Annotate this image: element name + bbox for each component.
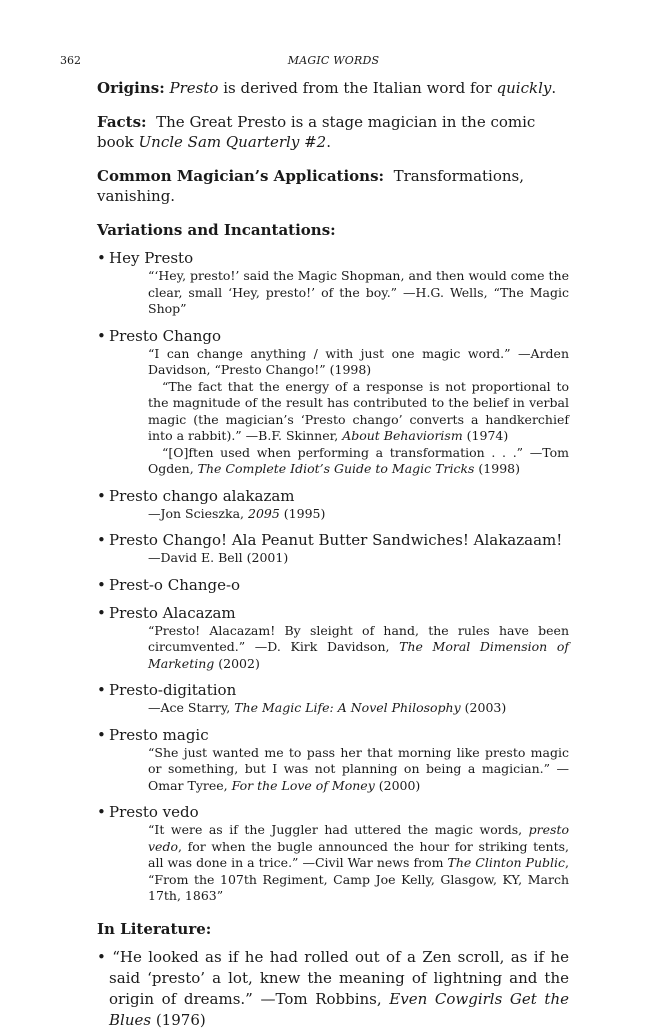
- origins-word: Presto: [169, 79, 219, 97]
- entry-presto-digitation: [97, 680, 569, 717]
- quote-title: The Clinton Public: [447, 855, 566, 870]
- quote-title: 2095: [248, 505, 280, 521]
- entry-presto-chango: [97, 326, 569, 478]
- bullet-icon: •: [97, 326, 106, 345]
- entry-quote: [148, 445, 569, 478]
- page-content: [97, 78, 569, 1031]
- quote-text: , for when the bugle announced the hour for striking tents, all was done in a trice.” —Civil War news from: [148, 838, 569, 870]
- origins-word2: quickly: [496, 79, 552, 97]
- quote-title: The Complete Idiot’s Guide to Magic Tricks: [197, 461, 475, 476]
- bullet-icon: •: [97, 681, 106, 699]
- origins-paragraph: [97, 78, 569, 98]
- bullet-icon: •: [97, 803, 106, 821]
- entry-term: Presto Chango: [109, 326, 222, 345]
- bullet-icon: •: [97, 486, 106, 505]
- quote-year: (2003): [460, 700, 507, 715]
- entry-presto-chango-alakazam: [97, 486, 569, 523]
- page-header: [0, 50, 667, 70]
- quote-title: Even Cowgirls Get the Blues: [109, 989, 569, 1029]
- entry-term: Presto chango alakazam: [109, 486, 295, 505]
- origins-end: .: [551, 79, 557, 97]
- quote-title: presto vedo: [148, 822, 569, 854]
- facts-title: Uncle Sam Quarterly #2: [138, 133, 327, 151]
- entry-quote: [148, 822, 569, 905]
- running-title: MAGIC WORDS: [287, 54, 380, 67]
- quote-text: —Ace Starry,: [148, 700, 235, 715]
- bullet-icon: •: [97, 725, 106, 744]
- quote-title: The Magic Life: A Novel Philosophy: [234, 700, 461, 715]
- quote-year: (2000): [374, 777, 421, 793]
- quote-year: (1995): [279, 505, 326, 521]
- applications-paragraph: [97, 166, 569, 206]
- quote-title: For the Love of Money: [231, 777, 375, 793]
- quote-year: (1976): [151, 1010, 206, 1029]
- bullet-icon: •: [97, 603, 106, 622]
- entry-quote: —David E. Bell (2001): [148, 550, 289, 565]
- entry-presto-alacazam: [97, 603, 569, 673]
- applications-text: Transformations, vanishing.: [97, 167, 524, 205]
- applications-label: Common Magician’s Applications:: [97, 167, 385, 185]
- facts-label: Facts:: [97, 113, 147, 131]
- entry-term: Presto Alacazam: [109, 603, 236, 622]
- entry-quote: [148, 745, 569, 795]
- facts-end: .: [326, 133, 331, 151]
- variations-heading: Variations and Incantations:: [97, 221, 336, 239]
- entry-quote: [148, 506, 569, 523]
- entry-term: Presto Chango! Ala Peanut Butter Sandwiches! Alakazaam!: [109, 531, 563, 549]
- quote-text: “It were as if the Juggler had uttered the magic words,: [148, 822, 529, 837]
- quote-title: The Moral Dimension of Marketing: [148, 639, 569, 671]
- quote-text: “Presto! Alacazam! By sleight of hand, the rules have been circumvented.” —D. Kirk Davidson,: [148, 622, 569, 654]
- page-number: 362: [60, 54, 81, 67]
- entry-term: Hey Presto: [109, 249, 194, 267]
- quote-text: “The fact that the energy of a response is not proportional to the magnitude of the result has contributed to the belief in verbal magic (the magician’s ‘Presto chango’ converts a handkerchief into a rabbit).” —B.F. Skinner,: [148, 378, 569, 443]
- origins-label: Origins:: [97, 79, 165, 97]
- entry-presto-vedo: [97, 802, 569, 905]
- entry-quote: [148, 700, 569, 717]
- literature-quote: [97, 947, 569, 1031]
- entry-quote: “I can change anything / with just one magic word.” —Arden Davidson, “Presto Chango!” (1998): [148, 345, 569, 377]
- origins-text: is derived from the Italian word for: [218, 79, 497, 97]
- entry-quote: [148, 623, 569, 673]
- quote-text: , “From the 107th Regiment, Camp Joe Kelly, Glasgow, KY, March 17th, 1863”: [148, 855, 569, 903]
- entry-presto-magic: [97, 725, 569, 795]
- bullet-icon: •: [97, 531, 106, 549]
- quote-text: “[O]ften used when performing a transformation . . .” —Tom Ogden,: [148, 444, 569, 476]
- entry-quote: [148, 379, 569, 445]
- quote-year: (1998): [474, 461, 520, 476]
- entry-prest-o-change-o: [97, 575, 569, 595]
- entry-hey-presto: [97, 248, 569, 318]
- quote-title: About Behaviorism: [342, 428, 463, 443]
- quote-text: —Jon Scieszka,: [148, 505, 248, 521]
- quote-year: (1974): [462, 428, 509, 443]
- facts-text: The Great Presto is a stage magician in the comic book: [97, 113, 536, 151]
- quote-text: “She just wanted me to pass her that morning like presto magic or something, but I was not planning on being a magician.” —Omar Tyree,: [148, 744, 569, 793]
- entry-term: Presto magic: [109, 725, 209, 744]
- entry-term: Presto vedo: [109, 803, 199, 821]
- bullet-icon: •: [97, 575, 106, 594]
- quote-text: “He looked as if he had rolled out of a Zen scroll, as if he said ‘presto’ a lot, knew the meaning of lightning and the origin of dreams.” —Tom Robbins,: [109, 947, 569, 1008]
- bullet-icon: •: [97, 249, 106, 267]
- facts-paragraph: [97, 112, 569, 152]
- bullet-icon: •: [97, 947, 106, 966]
- quote-year: (2002): [214, 655, 260, 671]
- entry-term: Presto-digitation: [109, 681, 237, 699]
- entry-quote: “‘Hey, presto!’ said the Magic Shopman, and then would come the clear, small ‘Hey, presto!’ of the boy.” —H.G. Wells, “The Magic Shop”: [148, 268, 569, 316]
- entry-term: Prest-o Change-o: [109, 575, 241, 594]
- entry-presto-chango-peanut-butter: [97, 530, 569, 567]
- literature-heading: In Literature:: [97, 919, 212, 938]
